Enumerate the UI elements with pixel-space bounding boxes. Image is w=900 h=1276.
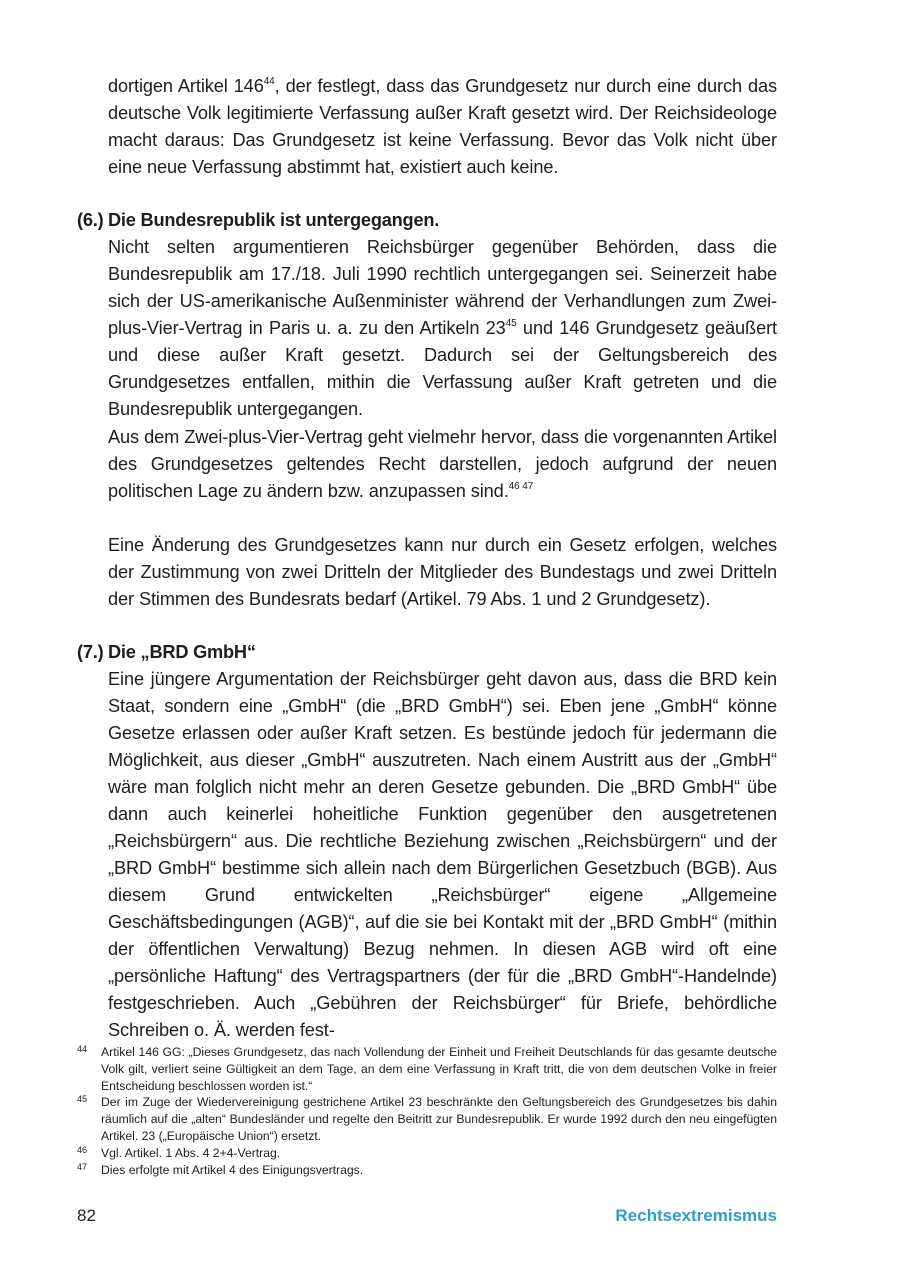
- section-6-paragraph-1: [108, 234, 777, 423]
- footnote-number: 46: [77, 1145, 88, 1155]
- footnote-text: Artikel 146 GG: „Dieses Grundgesetz, das nach Vollendung der Einheit und Freiheit Deutschlands für das gesamte deutsche Volk gilt, verliert seine Gültigkeit an dem Tage, an dem eine Verfassung in Kraft tritt, die von dem deutschen Volke in freier Entscheidung beschlossen worden ist.“: [101, 1045, 777, 1093]
- running-title: Rechtsextremismus: [615, 1206, 777, 1225]
- intro-text-b: , der festlegt, dass das Grundgesetz nur durch eine durch das deutsche Volk legitimierte Verfassung außer Kraft gesetzt wird. Der Reichsideologe macht daraus: Das Grundgesetz ist keine Verfassung. Bevor das Volk nicht über eine neue Verfassung abstimmt hat, existiert auch keine.: [108, 76, 777, 177]
- section-7-heading: [77, 639, 777, 666]
- footnote-text: Der im Zuge der Wiedervereinigung gestrichene Artikel 23 beschränkte den Geltungsbereich des Grundgesetzes bis dahin räumlich auf die „alten“ Bundesländer und regelte den Beitritt zur Bundesrepublik. Er wurde 1992 durch den neu eingefügten Artikel. 23 („Europäische Union“) ersetzt.: [101, 1095, 777, 1143]
- intro-text-a: dortigen Artikel 146: [108, 76, 264, 96]
- page-number: 82: [77, 1206, 96, 1225]
- footnote-number: 45: [77, 1094, 88, 1104]
- section-6-paragraph-2: [108, 424, 777, 505]
- section-6-title: Die Bundesrepublik ist untergegangen.: [108, 210, 440, 230]
- footnote-text: Vgl. Artikel. 1 Abs. 4 2+4-Vertrag.: [101, 1146, 281, 1160]
- section-6-paragraph-3: Eine Änderung des Grundgesetzes kann nur durch ein Gesetz erfolgen, welches der Zustimmung von zwei Dritteln der Mitglieder des Bundestags und zwei Dritteln der Stimmen des Bundesrats bedarf (Artikel. 79 Abs. 1 und 2 Grundgesetz).: [108, 535, 777, 609]
- footnote-ref-45[interactable]: 45: [505, 318, 517, 329]
- footnote-number: 44: [77, 1044, 88, 1054]
- footnote-46: [77, 1145, 777, 1162]
- footnote-45: [77, 1094, 777, 1145]
- section-6-text-b: und 146 Grundgesetz geäußert und diese außer Kraft gesetzt. Dadurch sei der Geltungsbereich des Grundgesetzes entfallen, mithin die Verfassung außer Kraft getreten und die Bundesrepublik untergegangen.: [108, 318, 777, 419]
- section-7-title: Die „BRD GmbH“: [108, 642, 256, 662]
- section-7-number: (7.): [77, 642, 104, 662]
- section-6-text-2: Aus dem Zwei-plus-Vier-Vertrag geht vielmehr hervor, dass die vorgenannten Artikel des Grundgesetzes geltendes Recht darstellen, jedoch aufgrund der neuen politischen Lage zu ändern bzw. anzupassen sind.: [108, 427, 777, 501]
- footnote-number: 47: [77, 1162, 88, 1172]
- footnote-text: Dies erfolgte mit Artikel 4 des Einigungsvertrags.: [101, 1163, 364, 1177]
- footnote-ref-44[interactable]: 44: [263, 76, 275, 87]
- section-6-heading: [77, 207, 777, 234]
- section-6-text-a: Nicht selten argumentieren Reichsbürger gegenüber Behörden, dass die Bundesrepublik am 17./18. Juli 1990 rechtlich untergegangen sei. Seinerzeit habe sich der US-amerikanische Außenminister während der Verhandlungen zum Zwei-plus-Vier-Vertrag in Paris u. a. zu den Artikeln 23: [108, 237, 777, 338]
- intro-paragraph: [108, 73, 777, 181]
- footnote-ref-46-47[interactable]: 46 47: [508, 481, 534, 492]
- section-7-paragraph: Eine jüngere Argumentation der Reichsbürger geht davon aus, dass die BRD kein Staat, sondern eine „GmbH“ (die „BRD GmbH“) sei. Eben jene „GmbH“ könne Gesetze erlassen oder außer Kraft setzen. Es bestünde jedoch für jedermann die Möglichkeit, aus dieser „GmbH“ auszutreten. Nach einem Austritt aus der „GmbH“ wäre man folglich nicht mehr an deren Gesetze gebunden. Die „BRD GmbH“ übe dann auch keinerlei hoheitliche Funktion gegenüber den ausgetretenen „Reichsbürgern“ aus. Die rechtliche Beziehung zwischen „Reichsbürgern“ und der „BRD GmbH“ bestimme sich allein nach dem Bürgerlichen Gesetzbuch (BGB). Aus diesem Grund entwickelten „Reichsbürger“ eigene „Allgemeine Geschäftsbedingungen (AGB)“, auf die sie bei Kontakt mit der „BRD GmbH“ (mithin der öffentlichen Verwaltung) Bezug nehmen. In diesen AGB wird oft eine „persönliche Haftung“ des Vertragspartners (der für die „BRD GmbH“-Handelnde) festgeschrieben. Auch „Gebühren der Reichsbürger“ für Briefe, behördliche Schreiben o. Ä. werden fest-: [108, 669, 777, 1040]
- footnote-44: [77, 1044, 777, 1095]
- section-6-number: (6.): [77, 210, 104, 230]
- footnote-47: [77, 1162, 777, 1179]
